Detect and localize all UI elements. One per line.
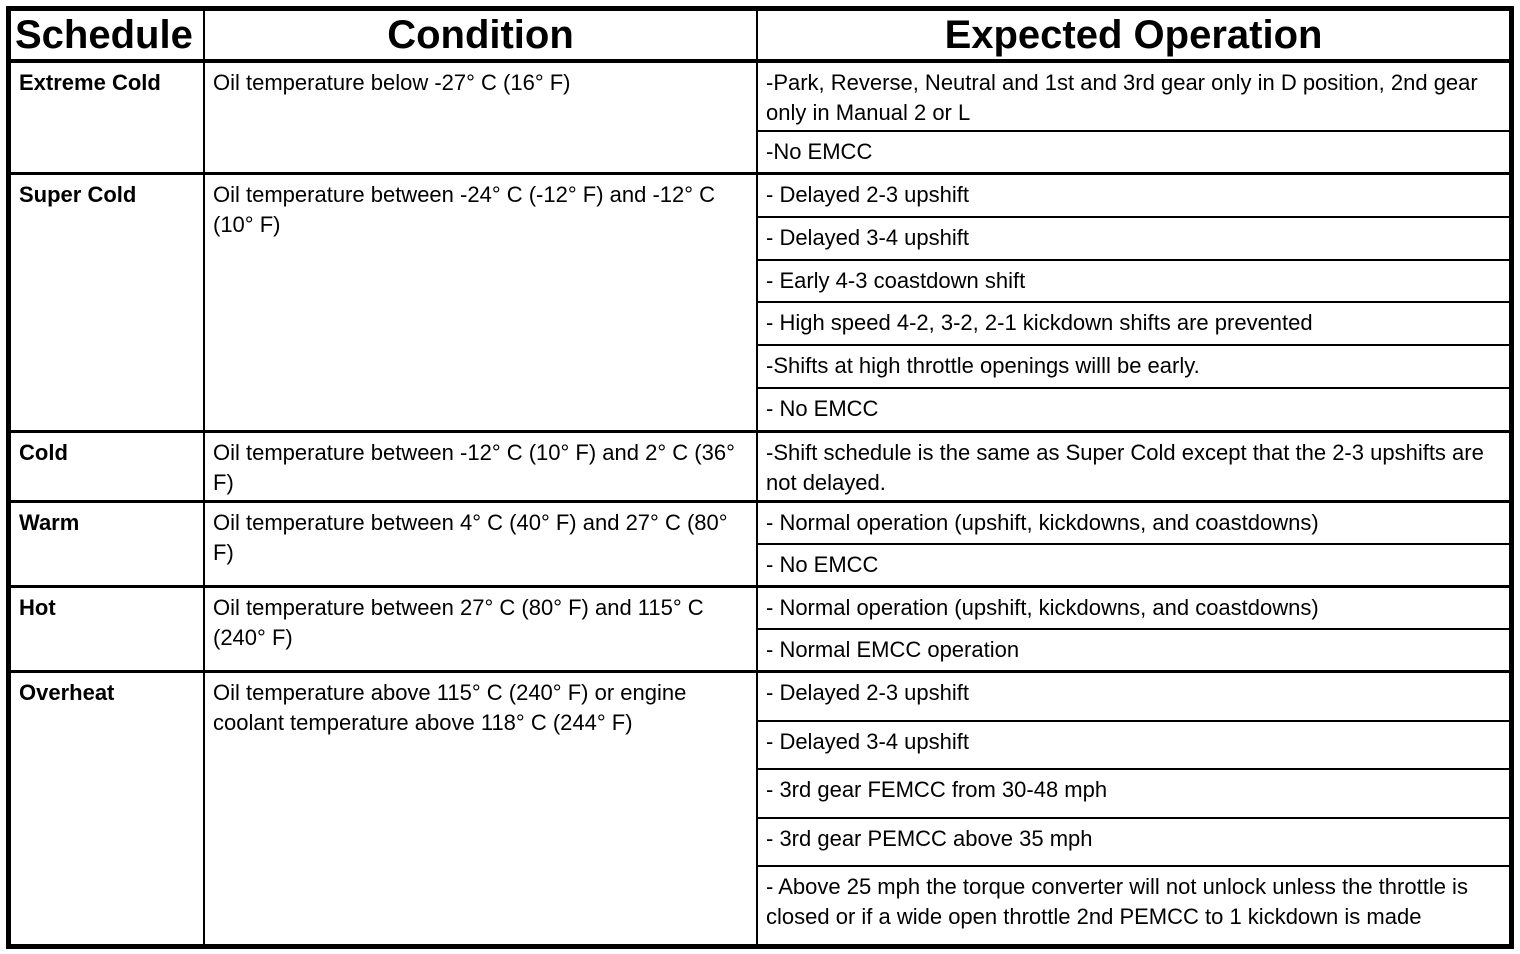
schedule-cell: Overheat: [11, 673, 205, 944]
operation-item: - Delayed 2-3 upshift: [758, 175, 1509, 218]
operations-cell: [758, 63, 1509, 172]
condition-cell: Oil temperature between 4° C (40° F) and 27° C (80° F): [205, 503, 758, 585]
operation-item: - Early 4-3 coastdown shift: [758, 261, 1509, 304]
operation-item: - High speed 4-2, 3-2, 2-1 kickdown shifts are prevented: [758, 303, 1509, 346]
operation-item: - Normal EMCC operation: [766, 637, 1020, 662]
schedule-cell: Warm: [11, 503, 205, 585]
schedule-cell: Cold: [11, 433, 205, 500]
operations-cell: [758, 175, 1509, 430]
column-header-expected-operation: Expected Operation: [944, 13, 1323, 57]
table-row-super-cold: [11, 175, 1509, 433]
operation-item: -No EMCC: [766, 139, 873, 164]
condition-cell: Oil temperature above 115° C (240° F) or engine coolant temperature above 118° C (244° F): [205, 673, 758, 944]
table-row-hot: [11, 588, 1509, 673]
operation-item: - Normal operation (upshift, kickdowns, and coastdowns): [758, 588, 1509, 630]
operation-item: - 3rd gear FEMCC from 30-48 mph: [758, 770, 1509, 819]
table-row-warm: [11, 503, 1509, 588]
operation-item: - Delayed 2-3 upshift: [758, 673, 1509, 722]
table-row-cold: [11, 433, 1509, 503]
operation-item: - Delayed 3-4 upshift: [758, 218, 1509, 261]
operations-cell: [758, 503, 1509, 585]
operations-cell: [758, 673, 1509, 944]
column-header-condition: Condition: [205, 11, 758, 59]
operations-cell: [758, 433, 1509, 500]
page: [0, 6, 1520, 954]
shift-schedule-table: [6, 6, 1514, 949]
operation-item: -Shifts at high throttle openings willl be early.: [758, 346, 1509, 389]
operation-item: - Delayed 3-4 upshift: [758, 722, 1509, 771]
operation-item: - Above 25 mph the torque converter will not unlock unless the throttle is closed or if a wide open throttle 2nd PEMCC to 1 kickdown is made: [766, 874, 1468, 930]
condition-cell: Oil temperature below -27° C (16° F): [205, 63, 758, 172]
table-header-row: [11, 11, 1509, 63]
operations-cell: [758, 588, 1509, 670]
schedule-cell: Extreme Cold: [11, 63, 205, 172]
table-row-overheat: [11, 673, 1509, 944]
table-row-extreme-cold: [11, 63, 1509, 175]
condition-cell: Oil temperature between -24° C (-12° F) and -12° C (10° F): [205, 175, 758, 430]
schedule-cell: Super Cold: [11, 175, 205, 430]
condition-cell: Oil temperature between 27° C (80° F) and 115° C (240° F): [205, 588, 758, 670]
schedule-cell: Hot: [11, 588, 205, 670]
operation-item: - Normal operation (upshift, kickdowns, and coastdowns): [758, 503, 1509, 545]
operation-item: -Park, Reverse, Neutral and 1st and 3rd gear only in D position, 2nd gear only in Manual 2 or L: [758, 63, 1509, 132]
operation-item: - No EMCC: [766, 552, 879, 577]
operation-item: - No EMCC: [766, 396, 879, 422]
operation-item: - 3rd gear PEMCC above 35 mph: [758, 819, 1509, 868]
condition-cell: Oil temperature between -12° C (10° F) and 2° C (36° F): [205, 433, 758, 500]
column-header-schedule: Schedule: [11, 11, 205, 59]
operation-item: -Shift schedule is the same as Super Cold except that the 2-3 upshifts are not delayed.: [766, 440, 1484, 495]
